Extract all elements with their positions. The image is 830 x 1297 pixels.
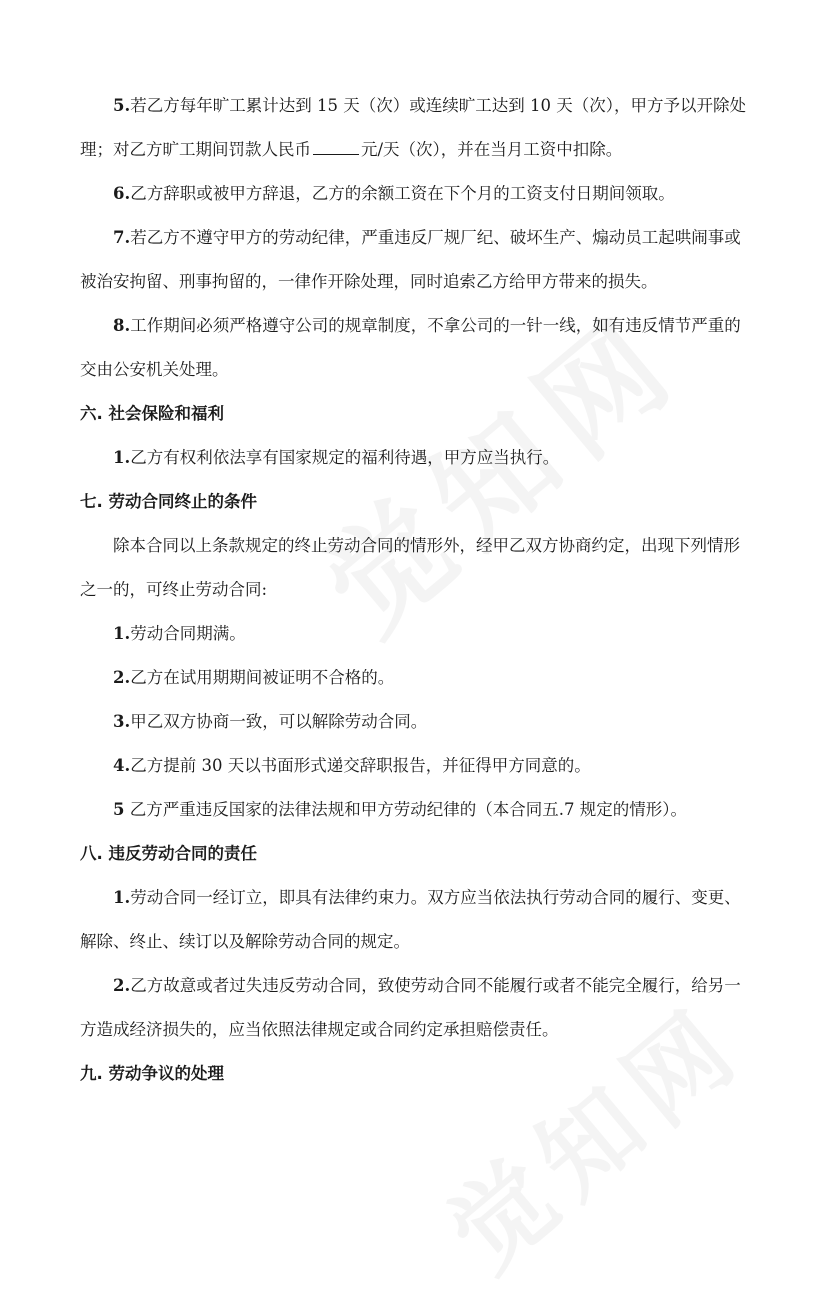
document-body bbox=[80, 84, 752, 1096]
section8-item-2 bbox=[80, 964, 752, 1008]
item-text: 交由公安机关处理。 bbox=[80, 360, 229, 379]
section7-item-1 bbox=[80, 612, 752, 656]
section-heading-8: 八. 违反劳动合同的责任 bbox=[80, 844, 258, 863]
section6-item-1 bbox=[80, 436, 752, 480]
item-number: 2. bbox=[113, 976, 131, 995]
clause-continuation bbox=[80, 348, 752, 392]
item-number: 7. bbox=[113, 228, 131, 247]
item-number: 2. bbox=[113, 668, 131, 687]
section7-item-4 bbox=[80, 744, 752, 788]
item-number: 1. bbox=[113, 448, 131, 467]
section-heading-9: 九. 劳动争议的处理 bbox=[80, 1064, 225, 1083]
item-text: 甲乙双方协商一致，可以解除劳动合同。 bbox=[130, 712, 428, 731]
item-text: 方造成经济损失的，应当依照法律规定或合同约定承担赔偿责任。 bbox=[80, 1020, 559, 1039]
item-text: 乙方提前 30 天以书面形式递交辞职报告，并征得甲方同意的。 bbox=[130, 756, 591, 775]
section7-intro: 除本合同以上条款规定的终止劳动合同的情形外，经甲乙双方协商约定，出现下列情形 bbox=[113, 536, 740, 555]
item-text: 劳动合同一经订立，即具有法律约束力。双方应当依法执行劳动合同的履行、变更、 bbox=[130, 888, 741, 907]
clause-item-7 bbox=[80, 216, 752, 260]
clause-item-8 bbox=[80, 304, 752, 348]
item-text: 若乙方每年旷工累计达到 15 天（次）或连续旷工达到 10 天（次），甲方予以开除处 bbox=[130, 96, 746, 115]
item-text: 工作期间必须严格遵守公司的规章制度，不拿公司的一针一线，如有违反情节严重的 bbox=[130, 316, 741, 335]
section7-item-2 bbox=[80, 656, 752, 700]
item-number: 8. bbox=[113, 316, 131, 335]
item-text: 被治安拘留、刑事拘留的，一律作开除处理，同时追索乙方给甲方带来的损失。 bbox=[80, 272, 658, 291]
item-text: 乙方在试用期期间被证明不合格的。 bbox=[130, 668, 395, 687]
item-number: 6. bbox=[113, 184, 131, 203]
item-text: 乙方有权利依法享有国家规定的福利待遇，甲方应当执行。 bbox=[130, 448, 560, 467]
item-number: 1. bbox=[113, 888, 131, 907]
clause-item-6 bbox=[80, 172, 752, 216]
clause-continuation bbox=[80, 260, 752, 304]
item-number: 3. bbox=[113, 712, 131, 731]
clause-continuation bbox=[80, 128, 752, 172]
section-heading-6: 六. 社会保险和福利 bbox=[80, 404, 225, 423]
item-text: 解除、终止、续订以及解除劳动合同的规定。 bbox=[80, 932, 410, 951]
section8-item-1 bbox=[80, 876, 752, 920]
item-text: 劳动合同期满。 bbox=[130, 624, 246, 643]
section7-item-5 bbox=[80, 788, 752, 832]
item-text: 乙方故意或者过失违反劳动合同，致使劳动合同不能履行或者不能完全履行，给另一 bbox=[130, 976, 741, 995]
fill-in-blank[interactable] bbox=[313, 140, 359, 155]
section7-item-3 bbox=[80, 700, 752, 744]
item-text: 若乙方不遵守甲方的劳动纪律，严重违反厂规厂纪、破坏生产、煽动员工起哄闹事或 bbox=[130, 228, 741, 247]
item-number: 4. bbox=[113, 756, 131, 775]
item-text: 乙方辞职或被甲方辞退，乙方的余额工资在下个月的工资支付日期间领取。 bbox=[130, 184, 675, 203]
item-number: 5. bbox=[113, 96, 131, 115]
section7-intro-continuation: 之一的，可终止劳动合同: bbox=[80, 580, 268, 599]
clause-continuation bbox=[80, 1008, 752, 1052]
item-number: 5 bbox=[113, 800, 125, 819]
item-text: 乙方严重违反国家的法律法规和甲方劳动纪律的（本合同五.7 规定的情形）。 bbox=[124, 800, 687, 819]
item-text: 理；对乙方旷工期间罚款人民币 bbox=[80, 140, 311, 159]
clause-continuation bbox=[80, 920, 752, 964]
section-heading-7: 七. 劳动合同终止的条件 bbox=[80, 492, 258, 511]
clause-5-7-item-5 bbox=[80, 84, 752, 128]
item-text: 元/天（次），并在当月工资中扣除。 bbox=[361, 140, 623, 159]
item-number: 1. bbox=[113, 624, 131, 643]
